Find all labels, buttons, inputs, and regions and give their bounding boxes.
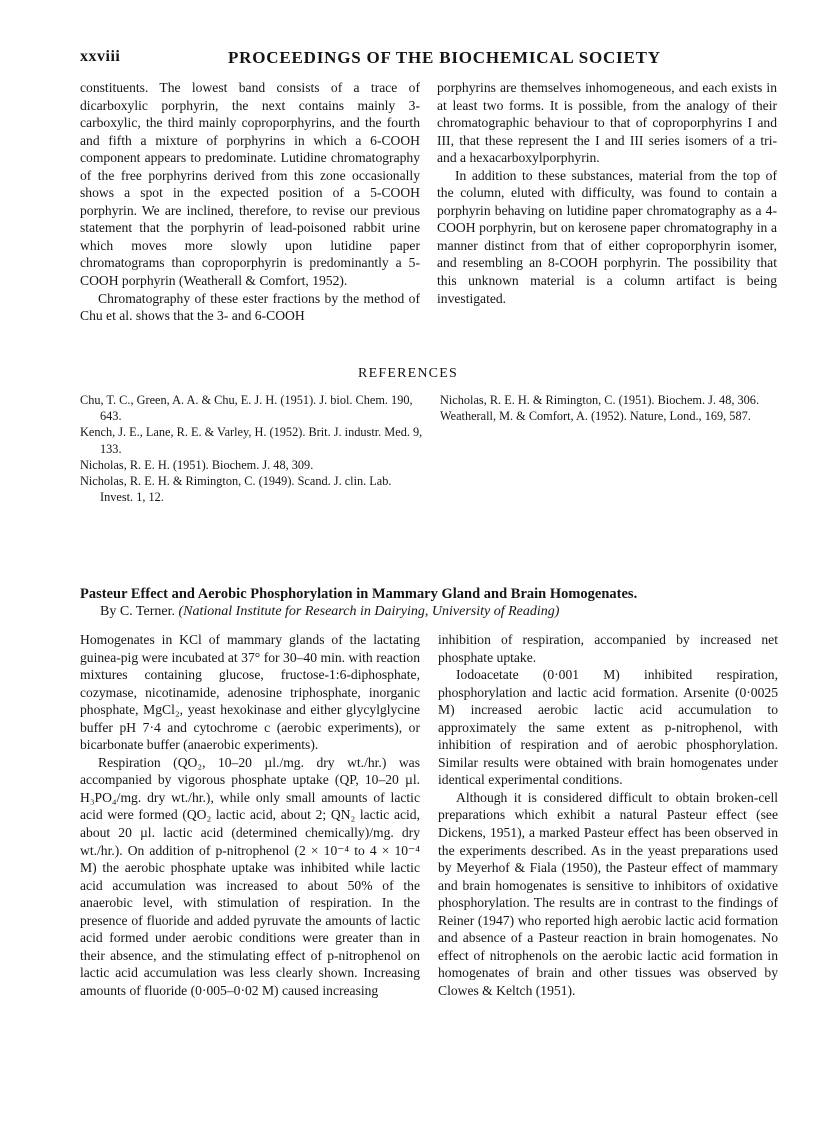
references-left-column (80, 392, 425, 505)
paragraph: constituents. The lowest band consists of a trace of dicarboxylic porphyrin, the next contains mainly 3-carboxylic, the third mainly coproporphyrins, and the fourth and fifth a mixture of porphyrins in which a 6-COOH component appears to predominate. Lutidine chromatography of the free porphyrins derived from this zone occasionally shows a spot in the expected position of a 5-COOH porphyrin. We are inclined, therefore, to revise our previous statement that the porphyrin of lead-poisoned rabbit urine which moves more slowly upon lutidine paper chromatograms than coproporphyrin is predominantly a 5-COOH porphyrin (Weatherall & Comfort, 1952). (80, 80, 420, 289)
author: By C. Terner. (100, 604, 175, 619)
previous-article-right-column (437, 79, 777, 307)
paragraph: Although it is considered difficult to obtain broken-cell preparations which exhibit a natural Pasteur effect (see Dickens, 1951), a marked Pasteur effect has been observed in the experiments described. As in the yeast preparations used by Meyerhof & Fiala (1950), the Pasteur effect of mammary and brain homogenates is sensitive to inhibitors of oxidative phosphorylation. The results are in contrast to the findings of Reiner (1947) who reported high aerobic lactic acid formation and absence of a Pasteur reaction in brain homogenates. No effect of nitrophenols on the aerobic lactic acid formation in homogenates of brain and other tissues was observed by Clowes & Keltch (1951). (438, 789, 778, 998)
reference-entry: Nicholas, R. E. H. & Rimington, C. (1949). Scand. J. clin. Lab. Invest. 1, 12. (80, 474, 392, 505)
article-left-column (80, 631, 420, 999)
references-heading: REFERENCES (358, 366, 458, 381)
page-header (80, 48, 752, 72)
paragraph: Respiration (QO₂, 10–20 µl./mg. dry wt./hr.) was accompanied by vigorous phosphate uptake (QP, 10–20 µl. H₃PO₄/mg. dry wt./hr.), while only small amounts of lactic acid were formed (QO₂ lactic acid, about 2; QN₂ lactic acid, about 20 µl. lactic acid (determined chemically)/mg. dry wt./hr.). On addition of p-nitrophenol (2 × 10⁻⁴ to 4 × 10⁻⁴ M) the aerobic phosphate uptake was inhibited while lactic acid accumulation was increased to about 50% of the anaerobic level, with stimulation of respiration. In the presence of fluoride and added pyruvate the amounts of lactic acid formed under aerobic conditions were greater than in their absence, and the stimulating effect of p-nitrophenol on lactic acid accumulation was less clearly shown. Increasing amounts of fluoride (0·005–0·02 M) caused increasing (80, 754, 420, 998)
reference-entry: Chu, T. C., Green, A. A. & Chu, E. J. H. (1951). J. biol. Chem. 190, 643. (80, 393, 413, 424)
paragraph: Chromatography of these ester fractions by the method of Chu et al. shows that the 3- and 6-COOH (80, 290, 420, 324)
article-title: Pasteur Effect and Aerobic Phosphorylation in Mammary Gland and Brain Homogenates. (80, 586, 638, 602)
previous-article-left-column (80, 79, 420, 325)
reference-entry: Nicholas, R. E. H. & Rimington, C. (1951). Biochem. J. 48, 306. (440, 393, 760, 407)
paragraph: Iodoacetate (0·001 M) inhibited respiration, phosphorylation and lactic acid formation. Arsenite (0·0025 M) increased aerobic lactic acid accumulation to approximately the same extent as p-nitrophenol, with inhibition of respiration and of aerobic phosphorylation. Similar results were obtained with brain homogenates under identical experimental conditions. (438, 667, 778, 788)
institution: (National Institute for Research in Dairying, University of Reading) (178, 604, 560, 619)
journal-title: PROCEEDINGS OF THE BIOCHEMICAL SOCIETY (228, 48, 661, 67)
paragraph: Homogenates in KCl of mammary glands of the lactating guinea-pig were incubated at 37° for 30–40 min. with reaction mixtures containing glucose, fructose-1:6-diphosphate, cozymase, nicotinamide, adenosine triphosphate, inorganic phosphate, MgCl₂, yeast hexokinase and either glycylglycine buffer pH 7·4 and cytochrome c (aerobic experiments), or bicarbonate buffer (anaerobic experiments). (80, 632, 420, 753)
paragraph: porphyrins are themselves inhomogeneous, and each exists in at least two forms. It is possible, from the analogy of their chromatographic behaviour to that of coproporphyrins I and III, that these represent the I and III series isomers of a tri- and a hexacarboxylporphyrin. (437, 80, 777, 166)
reference-entry: Weatherall, M. & Comfort, A. (1952). Nature, Lond., 169, 587. (440, 409, 751, 424)
page-number: xxviii (80, 48, 121, 65)
article-right-column (438, 631, 778, 999)
reference-entry: Kench, J. E., Lane, R. E. & Varley, H. (1952). Brit. J. industr. Med. 9, 133. (80, 425, 423, 456)
paragraph: inhibition of respiration, accompanied by increased net phosphate uptake. (438, 632, 778, 665)
paragraph: In addition to these substances, material from the top of the column, eluted with difficulty, was found to contain a porphyrin behaving on lutidine paper chromatography as a 4-COOH porphyrin, but on kerosene paper chromatography in a manner distinct from that of either coproporphyrin isomer, and resembling an 8-COOH porphyrin. The possibility that this unknown material is a column artifact is being investigated. (437, 167, 777, 306)
references-right-column (440, 392, 778, 424)
reference-entry: Nicholas, R. E. H. (1951). Biochem. J. 48, 309. (80, 457, 314, 472)
article-byline (100, 604, 780, 620)
